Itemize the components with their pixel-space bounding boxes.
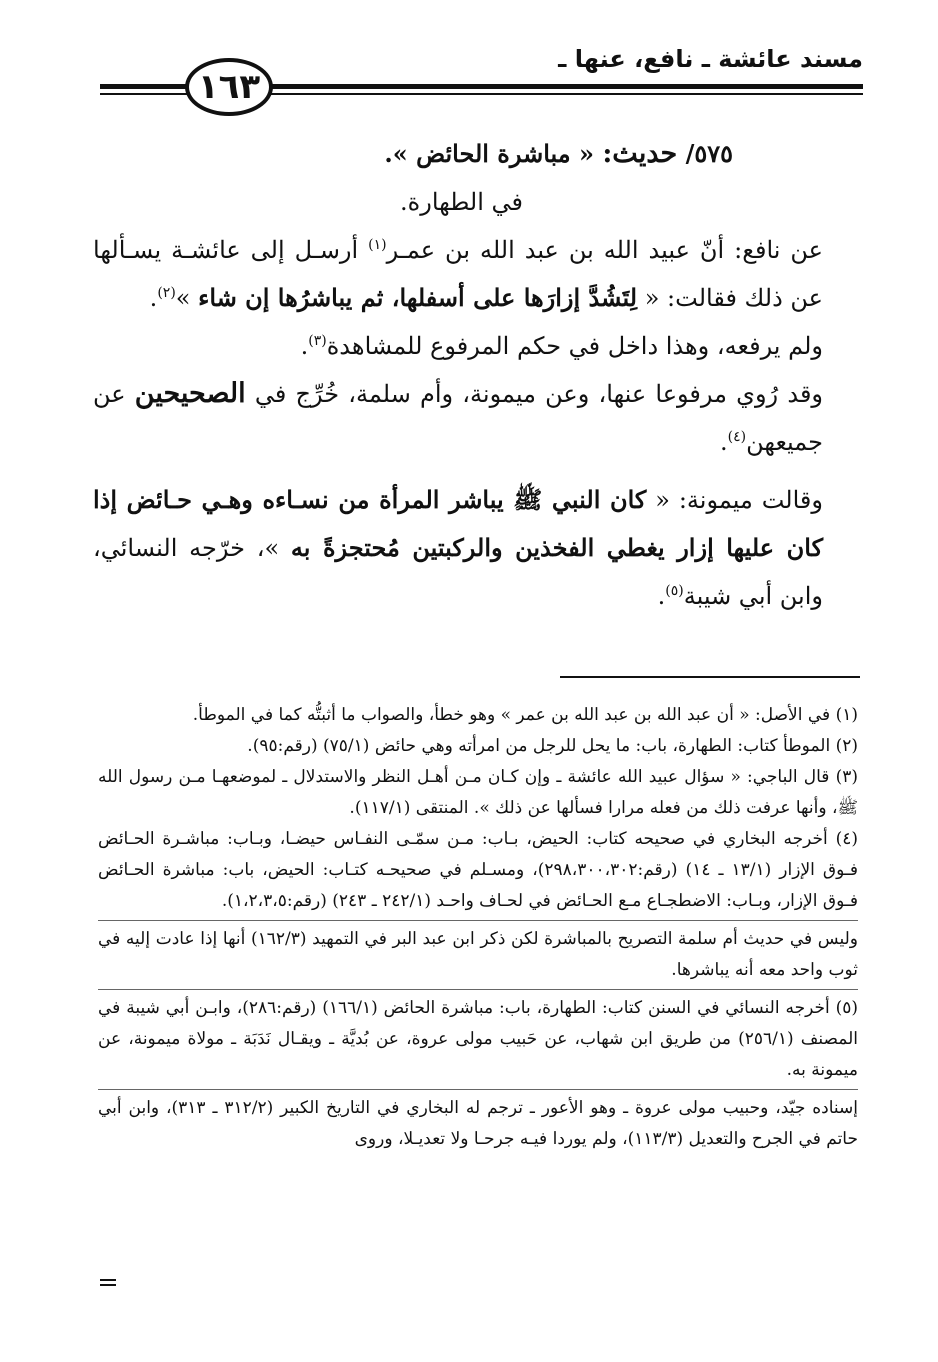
paragraph-1 — [93, 226, 863, 322]
footnote-4-note: وليس في حديث أم سلمة التصريح بالمباشرة لكن ذكر ابن عبد البر في التمهيد (١٦٢/٣) أنها إذا عادت إليه في ثوب واحد معه أنه يباشرها. — [98, 920, 858, 986]
hadith-label: حديث: — [602, 138, 678, 169]
footnote-ref-3: (٣) — [308, 333, 327, 349]
footnote-ref-2: (٢) — [157, 285, 176, 301]
hadith-heading — [93, 130, 863, 178]
footnote-5: (٥) أخرجه النسائي في السنن كتاب: الطهارة، باب: مباشرة الحائض (١٦٦/١) (رقم:٢٨٦)، وابـن أبي شيبة في المصنف (٢٥٦/١) من طريق ابن شهاب، عن حَبيب مولى عروة، عن بُديَّة ـ ويقـال نَدَبَة ـ مولاة ميمونة، عن ميمونة به. — [98, 989, 858, 1086]
continuation-mark — [100, 1279, 116, 1286]
p1-text-c: » — [175, 284, 199, 312]
paragraph-2 — [93, 322, 863, 370]
p4-text-b: »، خرّجه النسائي، وابن أبي شيبة — [93, 534, 823, 610]
footnote-4: (٤) أخرجه البخاري في صحيحه كتاب: الحيض، بـاب: مـن سمّـى النفـاس حيضـا، وبـاب: مباشـرة الحـائض فـوق الإزار (١٣/١ ـ ١٤) (رقم:٢٩٨،٣٠٠،٣٠٢)، ومسـلم في صحيحـه كتـاب: الحيض، باب: مباشرة الحـائض فـوق الإزار، وبـاب: الاضطجـاع مـع الحـائض في لحـاف واحـد (٢٤٢/١ ـ ٢٤٣) (رقم:١،٢،٣،٥). — [98, 829, 858, 911]
p1-text-b: أرسـل إلى عائشـة يسـألها عن ذلك فقالت: « — [93, 236, 823, 312]
main-text — [93, 130, 863, 620]
footnote-separator — [560, 676, 860, 678]
footnote-5-note: إسناده جيّد، وحبيب مولى عروة ـ وهو الأعور ـ ترجم له البخاري في التاريخ الكبير (٣١٢/٢ ـ ٣١٣)، وابن أبي حاتم في الجرح والتعديل (١١٣/٣)، ولم يوردا فيـه جرحـا ولا تعديـلا، وروى — [98, 1089, 858, 1155]
p3-bold: الصحيحين — [134, 378, 246, 409]
p2-text: ولم يرفعه، وهذا داخل في حكم المرفوع للمشاهدة — [326, 332, 823, 360]
hadith-title: « مباشرة الحائض ». — [384, 139, 594, 168]
footnote-ref-5: (٥) — [665, 583, 684, 599]
footnotes — [98, 700, 858, 1155]
p3-end: . — [720, 428, 728, 456]
footnote-1: (١) في الأصل: « أن عبد الله بن عبد الله بن عمر » وهو خطأ، والصواب ما أثبتُّه كما في الموطأ. — [192, 705, 858, 725]
paragraph-3 — [93, 370, 863, 466]
p3-text-a: وقد رُوي مرفوعا عنها، وعن ميمونة، وأم سلمة، خُرِّج في — [245, 380, 824, 408]
chapter-line: في الطهارة. — [400, 188, 523, 216]
footnote-ref-1: (١) — [368, 237, 387, 253]
p4-text-a: وقالت ميمونة: « — [646, 486, 823, 514]
page-number: ١٦٣ — [185, 58, 273, 116]
p1-end: . — [149, 284, 158, 312]
footnote-3: (٣) قال الباجي: « سؤال عبيد الله عائشة ـ وإن كـان مـن أهـل النظر والاستدلال ـ لموضعهـا مـن رسول الله ﷺ، وأنها عرفت ذلك من فعله مرارا فسألها عن ذلك ». المنتقى (١١٧/١). — [98, 767, 858, 818]
hadith-number: ٥٧٥/ — [685, 139, 733, 168]
p4-quote: كان النبي ﷺ يباشر المرأة من نسـاءه وهـي حـائض إذا كان عليها إزار يغطي الفخذين والركبتين مُحتجزةً به — [93, 485, 823, 562]
paragraph-4 — [93, 476, 863, 620]
p3-text-b: عن جميعهن — [93, 380, 823, 456]
footnote-2: (٢) الموطأ كتاب: الطهارة، باب: ما يحل للرجل من امرأته وهي حائض (٧٥/١) (رقم:٩٥). — [247, 736, 858, 756]
p1-quote: لِتَشُدَّ إزارَها على أسفلها، ثم يباشرُها إن شاء — [198, 283, 638, 312]
p2-end: . — [300, 332, 309, 360]
footnote-ref-4: (٤) — [727, 429, 747, 445]
p1-text-a: عن نافع: أنّ عبيد الله بن عبد الله بن عمـر — [386, 236, 823, 264]
running-head: مسند عائشة ـ نافع، عنها ـ — [558, 45, 863, 73]
p4-end: . — [657, 582, 666, 610]
